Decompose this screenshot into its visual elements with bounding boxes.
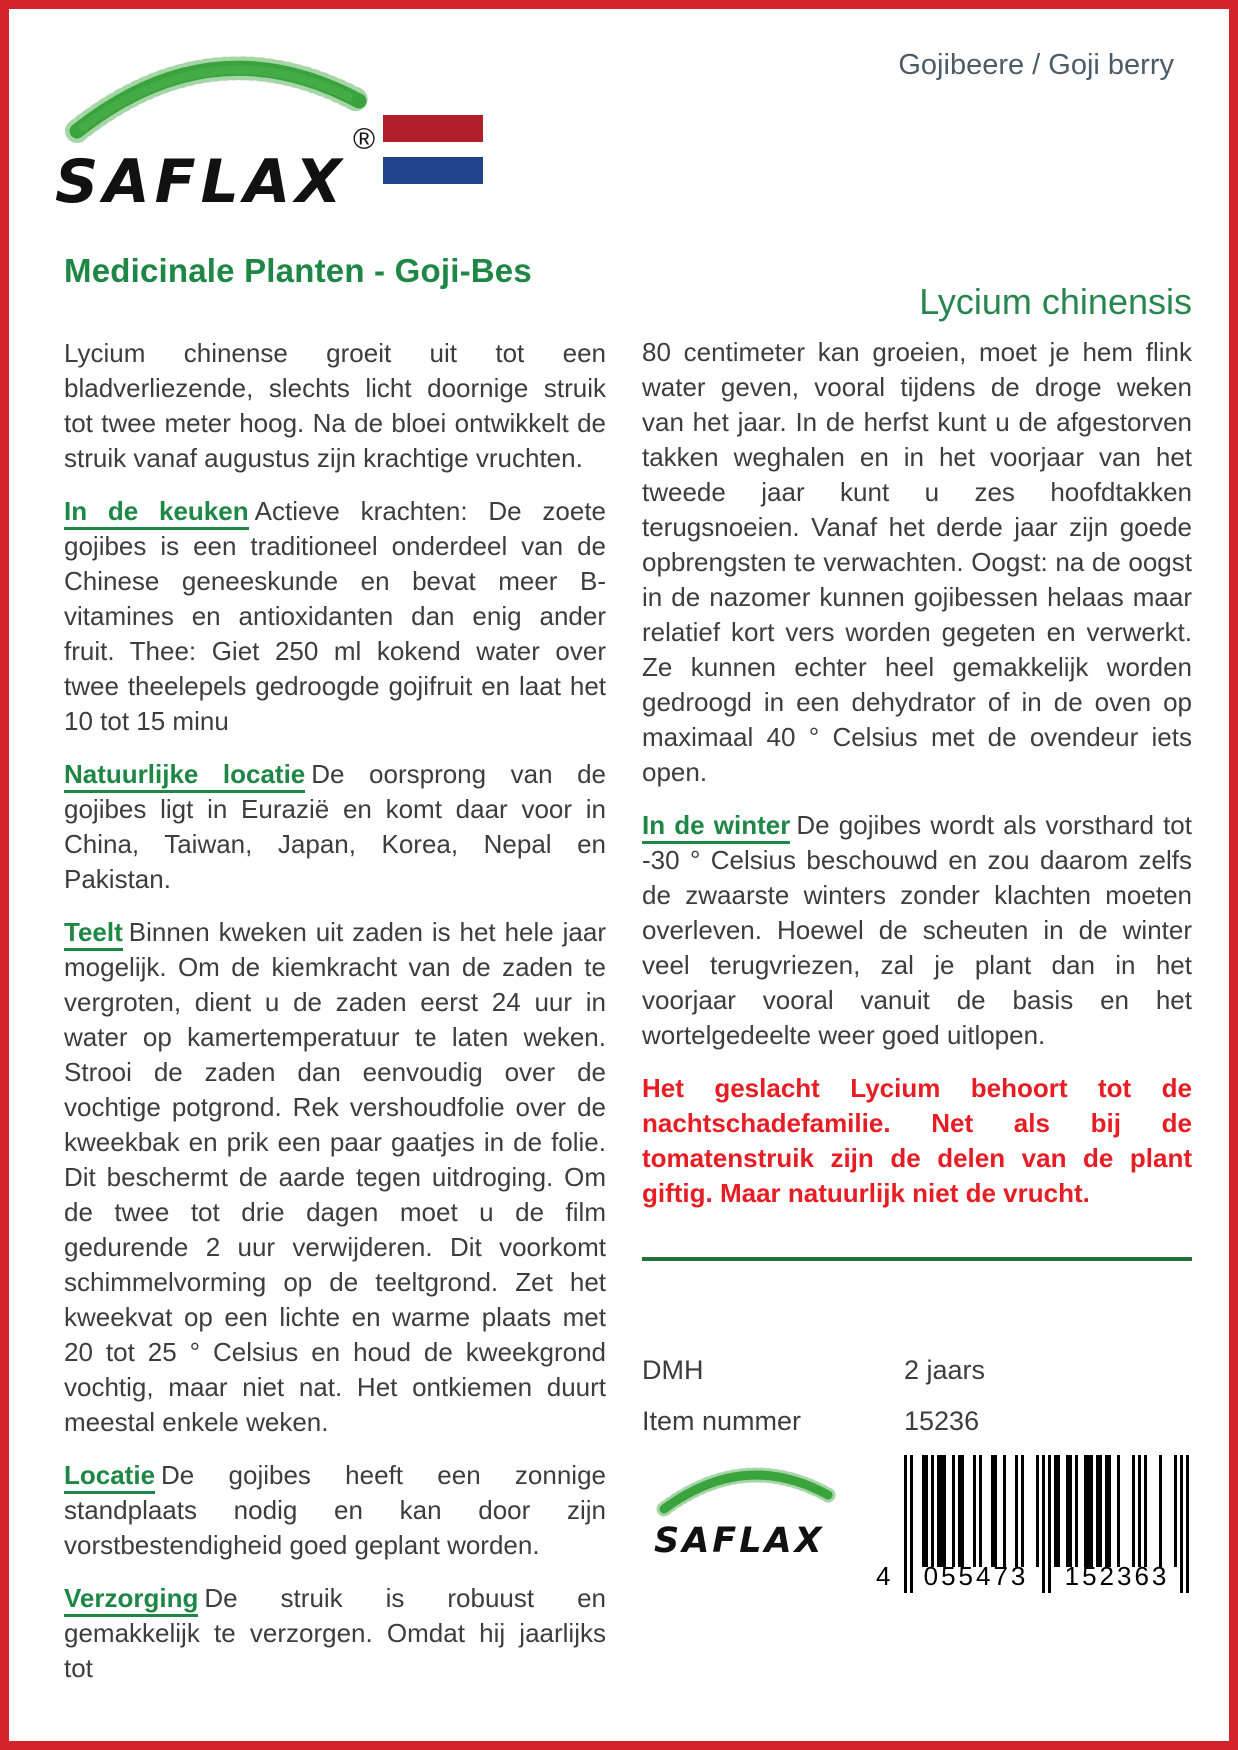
section-title-winter: In de winter — [642, 810, 790, 844]
section-title-teelt: Teelt — [64, 917, 123, 951]
section-verzorging — [64, 1581, 606, 1686]
section-title-keuken: In de keuken — [64, 496, 249, 530]
intro-paragraph: Lycium chinense groeit uit tot een bladverliezende, slechts licht doornige struik tot twee meter hoog. Na de bloei ontwikkelt de struik vanaf augustus zijn krachtige vruchten. — [64, 338, 606, 473]
dmh-label: DMH — [642, 1355, 704, 1385]
section-title-natuurlijke-locatie: Natuurlijke locatie — [64, 759, 305, 793]
green-divider-line — [642, 1257, 1192, 1261]
saflax-logo — [53, 37, 398, 217]
flag-white-band — [383, 142, 483, 157]
toxicity-warning: Het geslacht Lycium behoort tot de nachtschadefamilie. Net als bij de tomatenstruik zijn de delen van de plant giftig. Maar natuurlijk niet de vrucht. — [642, 1073, 1192, 1208]
section-keuken — [64, 494, 606, 739]
section-title-verzorging: Verzorging — [64, 1583, 198, 1617]
section-locatie — [64, 1458, 606, 1563]
flag-red-band — [383, 115, 483, 142]
bottom-row — [642, 1455, 1192, 1601]
left-column — [64, 252, 606, 1704]
product-title: Gojibeere / Goji berry — [898, 49, 1174, 81]
netherlands-flag — [383, 115, 483, 184]
page-heading: Medicinale Planten - Goji-Bes — [64, 252, 532, 289]
barcode-digits-group1: 055473 — [923, 1561, 1029, 1591]
section-text-winter: De gojibes wordt als vorsthard tot -30 ° Celsius beschouwd en zou daarom zelfs de zwaarste winters zonder klachten moeten overleven. Hoewel de scheuten in de winter veel terugvriezen, zal je plant dan in het voorjaar vooral vanuit de basis en het wortelgedeelte weer goed uitlopen. — [642, 810, 1192, 1050]
continuation-paragraph: 80 centimeter kan groeien, moet je hem flink water geven, vooral tijdens de droge weken van het jaar. In de herfst kunt u de afgestorven takken weghalen en in het voorjaar van het tweede jaar kunt u zes hoofdtakken terugsnoeien. Vanaf het derde jaar zijn goede opbrengsten te verwachten. Oogst: na de oogst in de nazomer kunnen gojibessen helaas maar relatief kort vers worden gegeten en verwerkt. Ze kunnen echter heel gemakkelijk worden gedroogd in een dehydrator of in de oven op maximaal 40 ° Celsius met de ovendeur iets open. — [642, 337, 1192, 787]
item-number-label: Item nummer — [642, 1406, 802, 1436]
logo-brand-text: SAFLAX — [654, 1521, 825, 1561]
saflax-logo-small — [650, 1455, 840, 1563]
item-number-row — [642, 1404, 1192, 1439]
section-winter — [642, 808, 1192, 1053]
logo-brand-text: SAFLAX — [55, 147, 347, 217]
flag-blue-band — [383, 157, 483, 184]
section-text-natuurlijke-locatie: De oorsprong van de gojibes ligt in Eurazië en komt daar voor in China, Taiwan, Japan, Korea, Nepal en Pakistan. — [64, 759, 606, 894]
dmh-row — [642, 1353, 1192, 1388]
logo-arc-texture — [664, 1475, 828, 1509]
section-teelt — [64, 915, 606, 1440]
section-text-keuken: Actieve krachten: De zoete gojibes is een traditioneel onderdeel van de Chinese geneeskunde en bevat meer B-vitamines en antioxidanten dan enig ander fruit. Thee: Giet 250 ml kokend water over twee theelepels gedroogde gojifruit en laat het 10 tot 15 minu — [64, 496, 607, 736]
registered-mark: ® — [353, 123, 376, 156]
dmh-value: 2 jaars — [904, 1355, 986, 1385]
section-text-teelt: Binnen kweken uit zaden is het hele jaar mogelijk. Om de kiemkracht van de zaden te vergroten, dient u de zaden eerst 24 uur in water op kamertemperatuur te laten weken. Strooi de zaden dan eenvoudig over de vochtige potgrond. Rek vershoudfolie over de kweekbak en prik een paar gaatjes in de folie. Dit beschermt de aarde tegen uitdroging. Om de twee tot drie dagen moet u de film gedurende 2 uur verwijderen. Dit voorkomt schimmelvorming op de teeltgrond. Zet het kweekvat op een lichte en warme plaats met 20 tot 25 ° Celsius en houd de kweekgrond vochtig, maar niet nat. Het ontkiemen duurt meestal enkele weken. — [64, 917, 606, 1437]
latin-name-heading: Lycium chinensis — [919, 281, 1192, 322]
section-text-locatie: De gojibes heeft een zonnige standplaats nodig en kan door zijn vorstbestendigheid goed geplant worden. — [64, 1460, 606, 1560]
section-title-locatie: Locatie — [64, 1460, 155, 1494]
barcode-digits-group2: 152363 — [1064, 1561, 1170, 1591]
section-locatie-natuur — [64, 757, 606, 897]
section-text-verzorging: De struik is robuust en gemakkelijk te verzorgen. Omdat hij jaarlijks tot — [64, 1583, 606, 1683]
ean-barcode — [874, 1455, 1192, 1601]
barcode-prefix-digit: 4 — [876, 1561, 891, 1591]
item-number-value: 15236 — [904, 1406, 980, 1436]
info-block — [642, 1353, 1192, 1439]
right-column — [642, 281, 1192, 1601]
